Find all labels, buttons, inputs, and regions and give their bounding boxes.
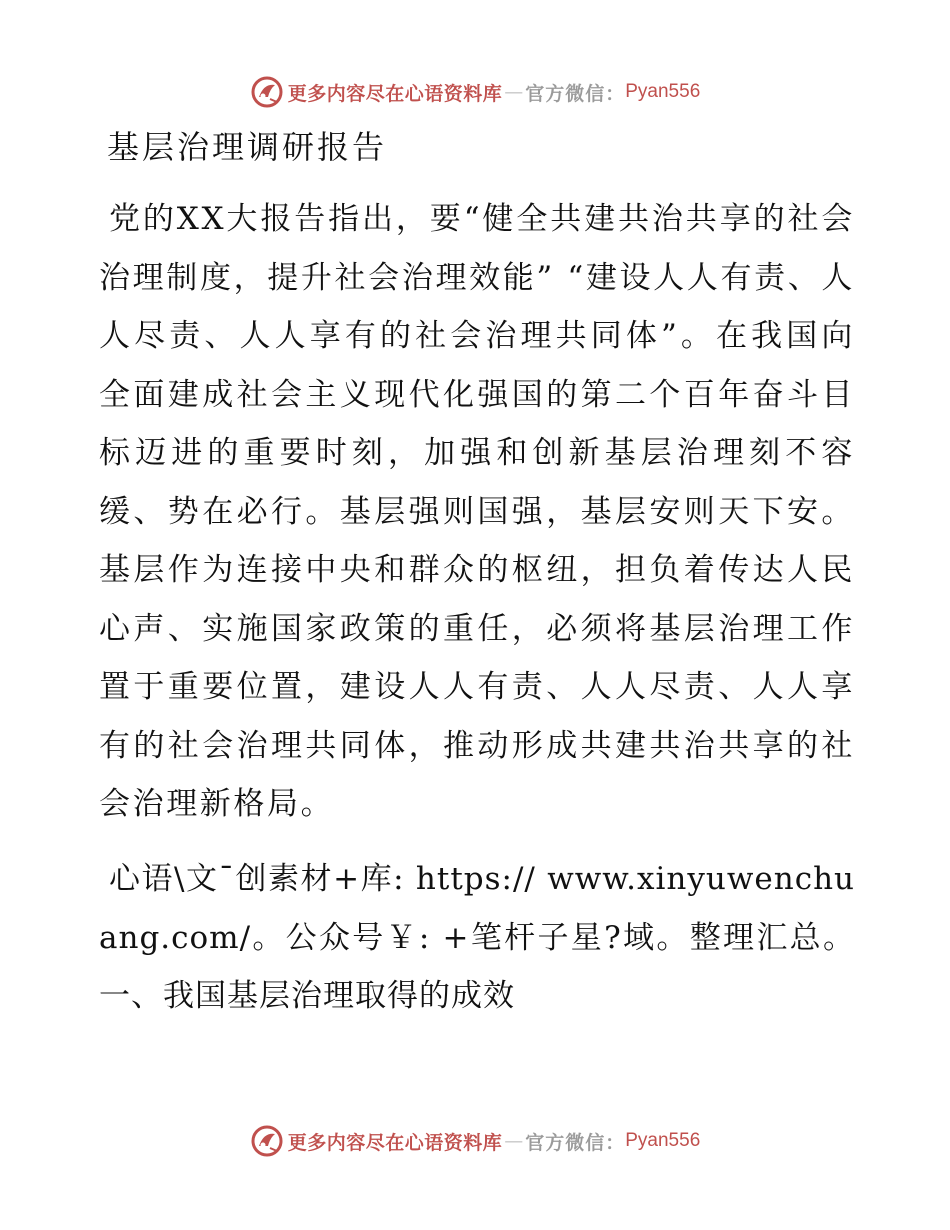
wechat-label: 官方微信： bbox=[525, 82, 626, 105]
wechat-label: 官方微信： bbox=[525, 1131, 626, 1154]
wechat-id: Pyan556 bbox=[625, 81, 701, 102]
source-paragraph: 心语\文¯创素材+库: https:// www.xinyuwenchuang.com/。公众号￥: +笔杆子星?域。整理汇总。一、我国基层治理取得的成效 bbox=[99, 861, 855, 1014]
banner-slogan: 更多内容尽在心语资料库 bbox=[287, 82, 503, 105]
banner-slogan: 更多内容尽在心语资料库 bbox=[287, 1131, 503, 1154]
header-banner bbox=[0, 72, 950, 112]
banner-separator: — bbox=[504, 1130, 524, 1152]
wechat-id: Pyan556 bbox=[625, 1130, 701, 1151]
banner-separator: — bbox=[504, 81, 524, 103]
body-paragraph: 党的XX大报告指出，要“健全共建共治共享的社会治理制度，提升社会治理效能” “建设人人有责、人人尽责、人人享有的社会治理共同体”。在我国向全面建成社会主义现代化强国的第二个百年奋斗目标迈进的重要时刻，加强和创新基层治理刻不容缓、势在必行。基层强则国强，基层安则天下安。基层作为连接中央和群众的枢纽，担负着传达人民心声、实施国家政策的重任，必须将基层治理工作置于重要位置，建设人人有责、人人尽责、人人享有的社会治理共同体，推动形成共建共治共享的社会治理新格局。 bbox=[99, 201, 855, 822]
brand-logo-icon bbox=[250, 75, 284, 109]
brand-logo-icon bbox=[250, 1124, 284, 1158]
footer-banner bbox=[0, 1121, 950, 1161]
document-title: 基层治理调研报告 bbox=[107, 128, 388, 166]
